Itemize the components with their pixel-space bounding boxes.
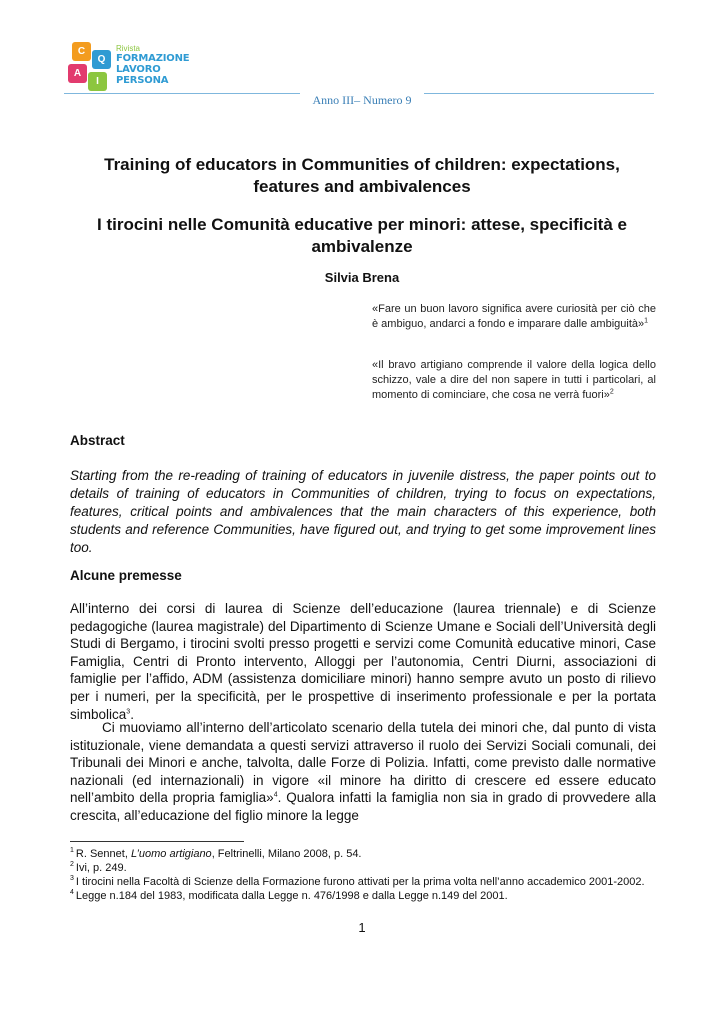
logo-wordmark [116, 44, 189, 86]
footnote [70, 847, 658, 861]
section-heading: Alcune premesse [70, 568, 182, 583]
author-name: Silvia Brena [324, 270, 400, 285]
logo-line: FORMAZIONE [116, 53, 190, 64]
footnotes-list [70, 847, 658, 903]
paragraph-text: . [130, 706, 134, 722]
footnote-divider [70, 841, 244, 842]
issue-label: Anno III– Numero 9 [312, 93, 412, 107]
footnote-number: 2 [70, 861, 74, 869]
footnote-text: I tirocini nella Facoltà di Scienze della Formazione furono attivati per la prima volta nell’anno accademico 2001-2002. [75, 876, 645, 888]
abstract-text: Starting from the re-reading of training of educators in juvenile distress, the paper points out to details of training of educators in Communities of children, trying to focus on expectations, features, critical points and ambivalences that the main characters of this experience, both students and reference Communities, have figured out, and trying to get some improvement lines too. [70, 468, 656, 555]
journal-logo [66, 38, 190, 96]
footnote-text: Ivi, p. 249. [75, 862, 127, 874]
abstract-heading: Abstract [70, 433, 125, 448]
logo-tile: Q [92, 50, 111, 69]
title-english: Training of educators in Communities of children: expectations, features and ambivalences [104, 155, 620, 196]
logo-line: PERSONA [116, 75, 169, 86]
logo-tile: C [72, 42, 91, 61]
footnote-book-title: L’uomo artigiano [130, 848, 212, 860]
logo-line: LAVORO [116, 64, 161, 75]
header-rule-right [424, 93, 654, 94]
logo-small-text: Rivista [116, 44, 141, 53]
body-paragraph-1 [70, 600, 656, 723]
epigraph-1 [372, 302, 656, 332]
epigraph-text: «Fare un buon lavoro significa avere curiosità per ciò che è ambiguo, andarci a fondo e imparare dalle ambiguità» [372, 303, 656, 330]
footnote-text: Legge n.184 del 1983, modificata dalla Legge n. 476/1998 e dalla Legge n.149 del 2001. [75, 890, 508, 902]
footnote-ref[interactable]: 2 [609, 388, 614, 396]
footnote-text: R. Sennet, [75, 848, 131, 860]
footnote-number: 1 [70, 847, 74, 855]
paragraph-text: . Qualora infatti la famiglia non sia in grado di provvedere alla crescita, all’educazione del figlio minore la legge [70, 790, 656, 823]
footnote [70, 875, 658, 889]
footnote-ref[interactable]: 1 [644, 317, 649, 325]
footnote-number: 4 [70, 889, 74, 897]
footnote-ref[interactable]: 3 [126, 708, 131, 716]
footnote [70, 861, 658, 875]
footnote-ref[interactable]: 4 [273, 791, 278, 799]
logo-tile: I [88, 72, 107, 91]
epigraph-text: «Il bravo artigiano comprende il valore della logica dello schizzo, vale a dire del non sapere in tutti i particolari, al momento di cominciare, che cosa ne verrà fuori» [372, 359, 656, 401]
epigraph-2 [372, 358, 656, 403]
logo-tile: A [68, 64, 87, 83]
header-rule-left [64, 93, 300, 94]
page-number: 1 [358, 920, 366, 935]
title-italian: I tirocini nelle Comunità educative per minori: attese, specificità e ambivalenze [97, 215, 627, 256]
footnote-number: 3 [70, 875, 74, 883]
footnote-text: , Feltrinelli, Milano 2008, p. 54. [211, 848, 362, 860]
body-paragraph-2 [70, 719, 656, 825]
paragraph-text: All’interno dei corsi di laurea di Scienze dell’educazione (laurea triennale) e di Scienze pedagogiche (laurea magistrale) del Dipartimento di Scienze Umane e Sociali dell’Università degli Studi di Bergamo, i tirocini svolti presso progetti e servizi come Comunità educative minori, Case Famiglia, Centri di Pronto intervento, Alloggi per l’autonomia, Centri Diurni, associazioni di famiglie per l’affido, ADM (assistenza domiciliare minori) hanno sempre avuto un posto di rilievo per i numeri, per la specificità, per le prospettive di inserimento professionale e per la portata simbolica [70, 601, 656, 722]
paragraph-text: Ci muoviamo all’interno dell’articolato scenario della tutela dei minori che, dal punto di vista istituzionale, viene demandata a questi servizi attraverso il ruolo dei Servizi Sociali comunali, dei Tribunali dei Minori e anche, talvolta, dalle Forze di Polizia. Infatti, come previsto dalle normative nazionali (ed internazionali) in vigore «il minore ha diritto di crescere ed essere educato nell’ambito della propria famiglia» [70, 720, 656, 806]
footnote [70, 889, 658, 903]
logo-tiles-icon [66, 42, 114, 94]
